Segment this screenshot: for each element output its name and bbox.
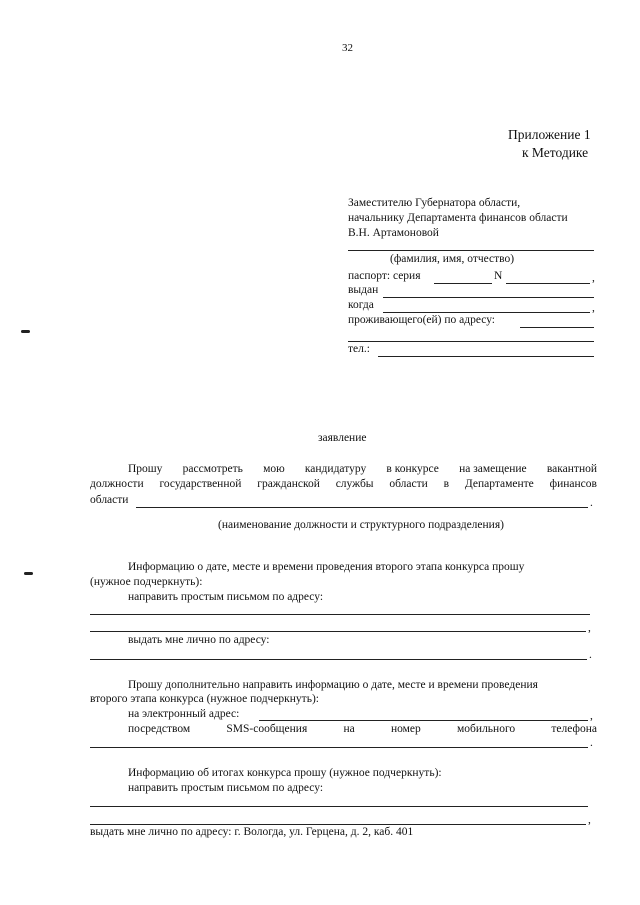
request-line-3-end: . — [590, 497, 593, 509]
passport-number-field[interactable] — [506, 283, 590, 284]
residing-field[interactable] — [520, 327, 594, 328]
request-word: области — [389, 478, 428, 490]
addressee-line-3: В.Н. Артамоновой — [348, 227, 439, 239]
position-field[interactable] — [136, 507, 588, 508]
fio-caption: (фамилия, имя, отчество) — [390, 253, 515, 265]
when-comma: , — [592, 302, 595, 314]
results-by-mail[interactable]: направить простым письмом по адресу: — [128, 782, 324, 794]
stage2-person-period: . — [589, 649, 592, 661]
appendix-line-2: к Методике — [522, 145, 589, 160]
residing-label: проживающего(ей) по адресу: — [348, 314, 495, 326]
extra-line-2: второго этапа конкурса (нужное подчеркнуть): — [90, 693, 319, 705]
phone-field[interactable] — [378, 356, 594, 357]
sms-line[interactable] — [128, 723, 597, 735]
stage2-person-address-field[interactable] — [90, 659, 587, 660]
sms-word: номер — [390, 723, 421, 735]
addressee-line-2: начальнику Департамента финансов области — [348, 212, 568, 224]
email-field[interactable] — [259, 720, 588, 721]
issued-label: выдан — [348, 284, 379, 296]
stage2-mail-address-field[interactable] — [90, 614, 590, 615]
addressee-line-1: Заместителю Губернатора области, — [348, 197, 521, 209]
stage2-mail-comma: , — [588, 622, 591, 634]
appendix-line-1: Приложение 1 — [508, 127, 591, 142]
sms-word: на — [343, 723, 355, 735]
stage2-mail-address-field-2[interactable] — [90, 631, 586, 632]
results-mail-address-field[interactable] — [90, 806, 588, 807]
request-word: гражданской — [257, 478, 320, 490]
sms-word: мобильного — [457, 723, 516, 735]
issued-field[interactable] — [383, 297, 594, 298]
sms-word: SMS-сообщения — [226, 723, 308, 735]
request-word: службы — [335, 478, 374, 490]
stage2-in-person[interactable]: выдать мне лично по адресу: — [128, 634, 270, 646]
passport-series-field[interactable] — [434, 283, 492, 284]
when-field[interactable] — [383, 312, 590, 313]
request-word: кандидатуру — [304, 463, 367, 475]
request-word: Прошу — [128, 463, 163, 475]
email-label[interactable]: на электронный адрес: — [128, 708, 240, 720]
request-word: государственной — [159, 478, 242, 490]
passport-series-label: паспорт: серия — [348, 270, 421, 282]
when-label: когда — [348, 299, 374, 311]
request-word: мою — [263, 463, 285, 475]
passport-number-label: N — [494, 270, 503, 282]
passport-comma: , — [592, 272, 595, 284]
request-word: в — [443, 478, 450, 490]
stage2-by-mail[interactable]: направить простым письмом по адресу: — [128, 591, 324, 603]
document-title: заявление — [318, 432, 367, 444]
request-word: рассмотреть — [182, 463, 243, 475]
results-in-person[interactable]: выдать мне лично по адресу: г. Вологда, ул. Герцена, д. 2, каб. 401 — [90, 826, 414, 838]
stage2-line-1: Информацию о дате, месте и времени проведения второго этапа конкурса прошу — [128, 561, 525, 573]
mobile-period: . — [590, 737, 593, 749]
margin-mark — [21, 330, 30, 333]
email-comma: , — [590, 710, 593, 722]
request-word: должности — [90, 478, 144, 490]
results-line-1: Информацию об итогах конкурса прошу (нужное подчеркнуть): — [128, 767, 442, 779]
residing-field-2[interactable] — [348, 341, 594, 342]
request-line-2 — [90, 478, 597, 490]
request-line-3-start: области — [90, 494, 129, 506]
position-caption: (наименование должности и структурного подразделения) — [218, 519, 504, 531]
request-word: Департаменте — [464, 478, 534, 490]
request-word: вакантной — [546, 463, 597, 475]
mobile-number-field[interactable] — [90, 747, 588, 748]
margin-mark — [24, 572, 33, 575]
results-mail-address-field-2[interactable] — [90, 824, 586, 825]
extra-line-1: Прошу дополнительно направить информацию о дате, месте и времени проведения — [128, 679, 538, 691]
sms-word: телефона — [551, 723, 597, 735]
request-word: финансов — [549, 478, 597, 490]
request-line-1 — [128, 463, 597, 475]
page-number: 32 — [342, 42, 353, 54]
request-word: на замещение — [459, 463, 527, 475]
request-word: в конкурсе — [386, 463, 439, 475]
fio-field[interactable] — [348, 250, 594, 251]
phone-label: тел.: — [348, 343, 370, 355]
stage2-line-2: (нужное подчеркнуть): — [90, 576, 203, 588]
results-mail-comma: , — [588, 814, 591, 826]
sms-word: посредством — [128, 723, 191, 735]
